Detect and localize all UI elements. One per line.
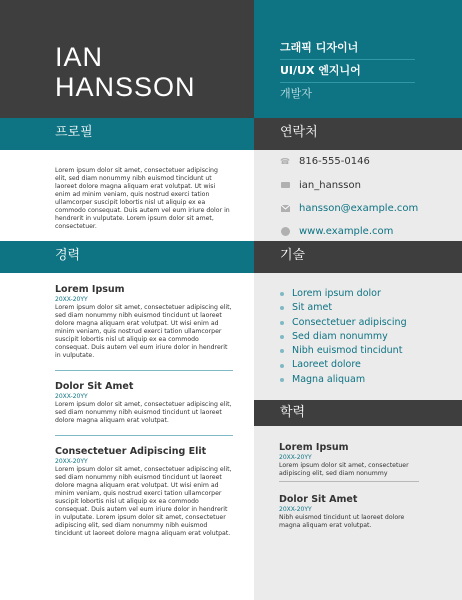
contact-phone <box>280 150 455 172</box>
contact-list <box>280 150 455 242</box>
bullet-icon <box>280 335 284 339</box>
skill-item <box>280 287 455 301</box>
bullet-icon <box>280 306 284 310</box>
education-heading: 학력 <box>254 400 462 426</box>
education-date: 20XX-20YY <box>279 454 312 461</box>
skills-list <box>280 287 455 387</box>
contact-website[interactable] <box>280 220 455 242</box>
job-entry-title: Consectetuer Adipiscing Elit <box>55 446 207 457</box>
skill-item <box>280 373 455 387</box>
skill-label: Magna aliquam <box>292 373 366 385</box>
job-entry <box>55 446 233 538</box>
skills-heading: 기술 <box>254 241 462 273</box>
education-title: Lorem Ipsum <box>279 442 349 453</box>
job-entry-date: 20XX-20YY <box>55 296 88 303</box>
job-entry-text: Lorem ipsum dolor sit amet, consectetuer adipiscing elit, sed diam nonummy nibh euismod tincidunt ut laoreet dolore magna aliquam erat volutpat. Ut wisi enim ad minim veniam, quis nostrud exerci tation ullamcorper suscipit lobortis nisl ut aliquip ex ea commodo consequat. Duis autem vel eum iriure dolor in hendrerit in vulputate. Lorem ipsum dolor sit amet, consectetuer adipiscing elit, sed diam nonummy nibh euismod tincidunt ut laoreet dolore magna aliquam erat volutpat. <box>55 466 232 537</box>
skill-label: Sed diam nonummy <box>292 330 388 342</box>
email-value[interactable]: hansson@example.com <box>299 202 419 214</box>
bullet-icon <box>280 378 284 382</box>
education-text: Lorem ipsum dolor sit amet, consectetuer adipiscing elit, sed diam nonummy <box>279 462 409 477</box>
contact-email[interactable] <box>280 197 455 219</box>
job-title-2: UI/UX 엔지니어 <box>280 60 415 83</box>
last-name: HANSSON <box>55 72 196 102</box>
education-title: Dolor Sit Amet <box>279 494 358 505</box>
skill-label: Nibh euismod tincidunt <box>292 345 403 357</box>
skill-label: Sit amet <box>292 302 333 314</box>
job-entry-text: Lorem ipsum dolor sit amet, consectetuer adipiscing elit, sed diam nonummy nibh euismod tincidunt ut laoreet dolore magna aliquam erat volutpat. <box>55 401 232 424</box>
divider <box>279 481 419 482</box>
job-title-3: 개발자 <box>280 87 312 100</box>
skill-item <box>280 316 455 330</box>
job-entry <box>55 381 233 425</box>
job-entry-date: 20XX-20YY <box>55 393 88 400</box>
contact-heading: 연락처 <box>254 118 462 150</box>
job-entry-text: Lorem ipsum dolor sit amet, consectetuer adipiscing elit, sed diam nonummy nibh euismod tincidunt ut laoreet dolore magna aliquam erat volutpat. Ut wisi enim ad minim veniam, quis nostrud exerci tation ullamcorper suscipit lobortis nisl ut aliquip ex ea commodo consequat. Duis autem vel eum iriure dolor in hendrerit in vulputate. <box>55 304 232 359</box>
skill-label: Consectetuer adipiscing <box>292 316 407 328</box>
profile-text: Lorem ipsum dolor sit amet, consectetuer adipiscing elit, sed diam nonummy nibh euismod tincidunt ut laoreet dolore magna aliquam erat volutpat. Ut wisi enim ad minim veniam, quis nostrud exerci tation ullamcorper suscipit lobortis nisl ut aliquip ex ea commodo consequat. Duis autem vel eum iriure dolor in hendrerit in vulputate. Lorem ipsum dolor sit amet, consectetuer. <box>55 167 230 230</box>
first-name: IAN <box>55 42 104 72</box>
job-entry-date: 20XX-20YY <box>55 458 88 465</box>
divider <box>55 370 233 371</box>
bullet-icon <box>280 364 284 368</box>
skill-item <box>280 330 455 344</box>
bullet-icon <box>280 292 284 296</box>
experience-list <box>55 284 233 538</box>
skill-item <box>280 301 455 315</box>
phone-icon: ☎ <box>280 156 290 166</box>
job-entry <box>55 284 233 360</box>
education-list <box>279 442 419 530</box>
experience-heading: 경력 <box>0 241 254 273</box>
bullet-icon <box>280 321 284 325</box>
profile-heading: 프로필 <box>0 118 254 150</box>
job-entry-title: Lorem Ipsum <box>55 284 125 295</box>
phone-value: 816-555-0146 <box>299 155 370 167</box>
chat-icon <box>280 180 290 190</box>
chat-value: ian_hansson <box>299 179 361 191</box>
education-date: 20XX-20YY <box>279 506 312 513</box>
education-entry <box>279 494 419 530</box>
skill-label: Laoreet dolore <box>292 359 361 371</box>
skill-label: Lorem ipsum dolor <box>292 288 381 299</box>
contact-chat <box>280 174 455 196</box>
job-titles <box>280 37 415 105</box>
divider <box>55 435 233 436</box>
email-icon <box>280 203 290 213</box>
job-title-1: 그래픽 디자이너 <box>280 37 415 60</box>
education-entry <box>279 442 419 478</box>
education-text: Nibh euismod tincidunt ut laoreet dolore magna aliquam erat volutpat. <box>279 514 405 529</box>
skill-item <box>280 358 455 372</box>
bullet-icon <box>280 349 284 353</box>
person-name <box>55 42 245 102</box>
website-value[interactable]: www.example.com <box>299 225 394 237</box>
globe-icon <box>280 226 290 236</box>
job-entry-title: Dolor Sit Amet <box>55 381 134 392</box>
skill-item <box>280 344 455 358</box>
